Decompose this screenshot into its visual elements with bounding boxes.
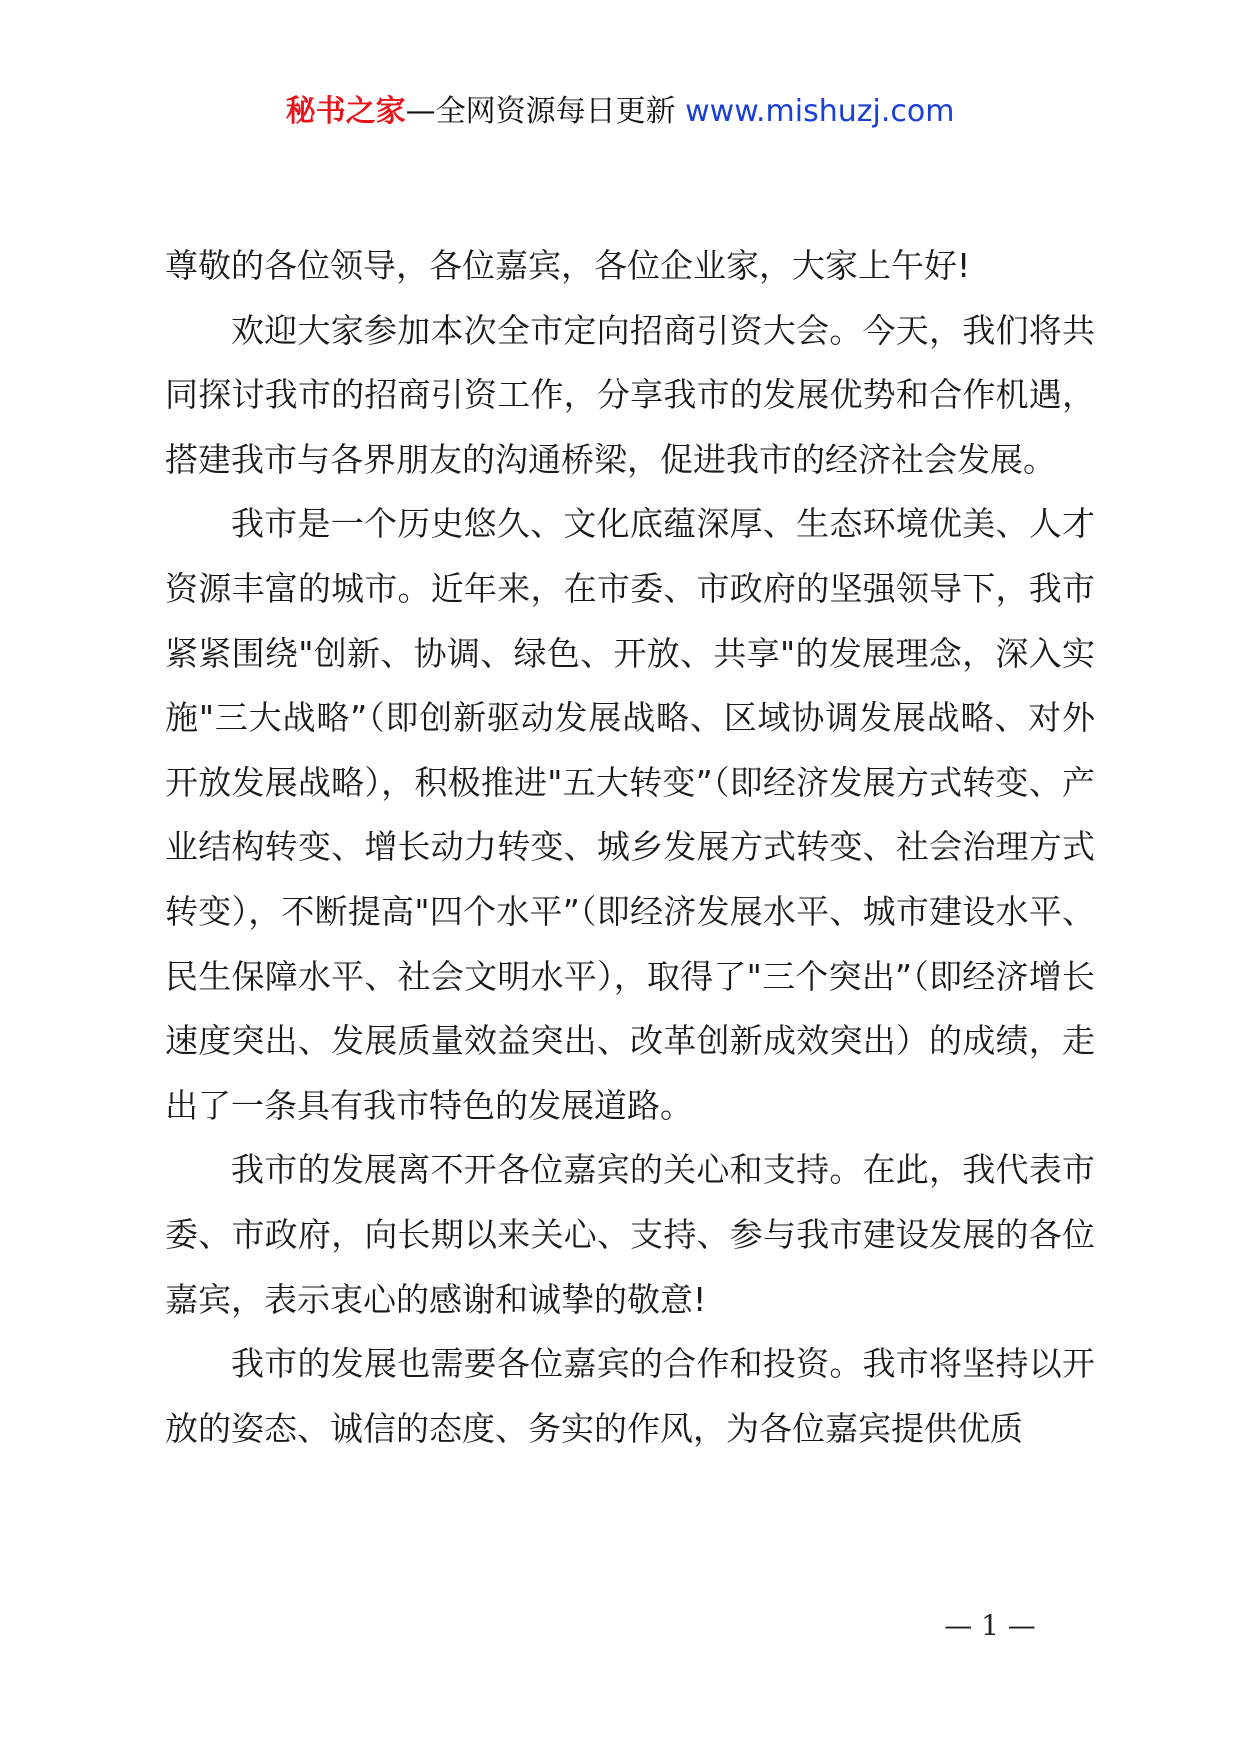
- greeting-line: 尊敬的各位领导，各位嘉宾，各位企业家，大家上午好!: [165, 246, 971, 285]
- paragraph-cooperation: 我市的发展也需要各位嘉宾的合作和投资。我市将坚持以开放的姿态、诚信的态度、务实的作风，为各位嘉宾提供优质: [165, 1344, 1095, 1448]
- paragraph-thanks: 我市的发展离不开各位嘉宾的关心和支持。在此，我代表市委、市政府，向长期以来关心、支持、参与我市建设发展的各位嘉宾，表示衷心的感谢和诚挚的敬意!: [165, 1150, 1095, 1319]
- website-link[interactable]: www.mishuzj.com: [685, 94, 955, 129]
- header-slogan: —全网资源每日更新: [405, 94, 676, 129]
- paragraph-city-overview: 我市是一个历史悠久、文化底蕴深厚、生态环境优美、人才资源丰富的城市。近年来，在市委、市政府的坚强领导下，我市紧紧围绕"创新、协调、绿色、开放、共享"的发展理念，深入实施"三大战略”（即创新驱动发展战略、区域协调发展战略、对外开放发展战略），积极推进"五大转变”（即经济发展方式转变、产业结构转变、增长动力转变、城乡发展方式转变、社会治理方式转变），不断提高"四个水平”（即经济发展水平、城市建设水平、民生保障水平、社会文明水平），取得了"三个突出”（即经济增长速度突出、发展质量效益突出、改革创新成效突出）的成绩，走出了一条具有我市特色的发展道路。: [165, 504, 1095, 1125]
- site-header: [0, 92, 1240, 132]
- page-number: — 1 —: [944, 1609, 1036, 1642]
- brand-name: 秘书之家: [285, 94, 406, 129]
- paragraph-welcome: 欢迎大家参加本次全市定向招商引资大会。今天，我们将共同探讨我市的招商引资工作，分享我市的发展优势和合作机遇，搭建我市与各界朋友的沟通桥梁，促进我市的经济社会发展。: [165, 310, 1095, 479]
- document-body: [165, 234, 1095, 1461]
